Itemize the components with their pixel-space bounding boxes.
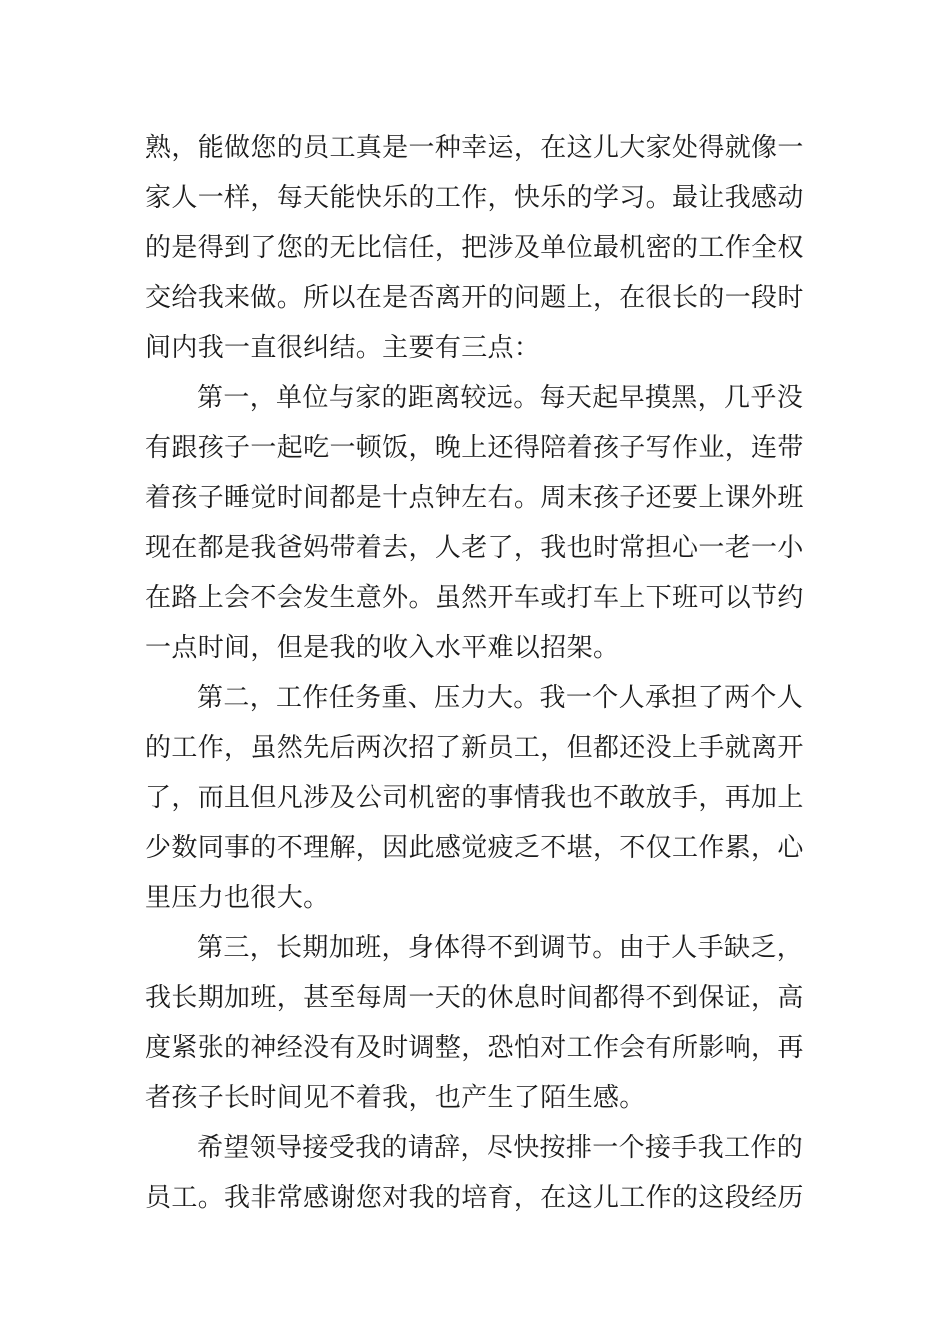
- paragraph-first-line: 第二，工作任务重、压力大。我一个人承担了两个人: [197, 683, 804, 713]
- paragraph-first-line: 第三，长期加班，身体得不到调节。由于人手缺乏，: [197, 933, 804, 963]
- text-line: 里压力也很大。: [145, 883, 330, 913]
- text-line: 者孩子长时间见不着我，也产生了陌生感。: [145, 1083, 646, 1113]
- text-line: 我长期加班，甚至每周一天的休息时间都得不到保证，高: [145, 983, 804, 1013]
- text-line: 熟，能做您的员工真是一种幸运，在这儿大家处得就像一: [145, 133, 804, 163]
- text-line: 着孩子睡觉时间都是十点钟左右。周末孩子还要上课外班: [145, 483, 804, 513]
- text-line: 在路上会不会发生意外。虽然开车或打车上下班可以节约: [145, 583, 804, 613]
- text-line: 的是得到了您的无比信任，把涉及单位最机密的工作全权: [145, 233, 804, 263]
- text-line: 了，而且但凡涉及公司机密的事情我也不敢放手，再加上: [145, 783, 804, 813]
- text-line: 一点时间，但是我的收入水平难以招架。: [145, 633, 620, 663]
- paragraph-first-line: 希望领导接受我的请辞，尽快按排一个接手我工作的: [197, 1133, 804, 1163]
- text-line: 少数同事的不理解，因此感觉疲乏不堪，不仅工作累，心: [145, 833, 804, 863]
- text-line: 现在都是我爸妈带着去，人老了，我也时常担心一老一小: [145, 533, 804, 563]
- document-body: [145, 123, 809, 1223]
- text-line: 有跟孩子一起吃一顿饭，晚上还得陪着孩子写作业，连带: [145, 433, 804, 463]
- text-line: 的工作，虽然先后两次招了新员工，但都还没上手就离开: [145, 733, 804, 763]
- paragraph-first-line: 第一，单位与家的距离较远。每天起早摸黑，几乎没: [197, 383, 804, 413]
- text-line: 员工。我非常感谢您对我的培育，在这儿工作的这段经历: [145, 1183, 804, 1213]
- text-line: 家人一样，每天能快乐的工作，快乐的学习。最让我感动: [145, 183, 804, 213]
- text-line: 度紧张的神经没有及时调整，恐怕对工作会有所影响，再: [145, 1033, 804, 1063]
- text-line: 间内我一直很纠结。主要有三点：: [145, 333, 541, 363]
- text-line: 交给我来做。所以在是否离开的问题上，在很长的一段时: [145, 283, 804, 313]
